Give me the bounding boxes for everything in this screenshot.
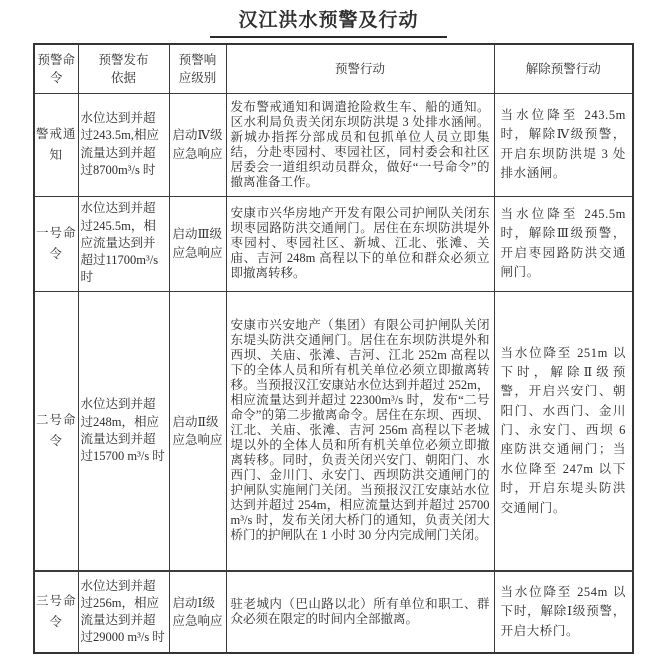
cell-action: 发布警戒通知和调遣抢险救生车、船的通知。区水利局负责关闭东坝防洪堤 3 处排水涵闸。新城办指挥分部成员和包抓单位人员立即集结，分赴枣园村、枣园社区，同村委会和社区居委会一道组织动员群众，做好“一号命令”的撤离准备工作。	[226, 93, 494, 196]
cell-command: 二号命令	[34, 291, 78, 571]
cell-command: 三号命令	[34, 571, 78, 653]
header-basis	[78, 44, 169, 93]
cell-lift: 当水位降至 243.5m 时，解除Ⅳ级预警，开启东坝防洪堤 3 处排水涵闸。	[494, 93, 633, 196]
cell-level: 启动Ⅰ级应急响应	[169, 571, 226, 653]
cell-basis: 水位达到并超过243.5m,相应流量达到并超过8700m³/s 时	[78, 93, 169, 196]
header-action-label: 预警行动	[334, 62, 385, 77]
cell-command: 一号命令	[34, 196, 78, 291]
cell-level: 启动Ⅳ级应急响应	[169, 93, 226, 196]
table-row-command-3	[34, 571, 633, 653]
cell-basis: 水位达到并超过245.5m，相应流量达到并超过11700m³/s 时	[78, 196, 169, 291]
cell-level: 启动Ⅱ级应急响应	[169, 291, 226, 571]
cell-level: 启动Ⅲ级应急响应	[169, 196, 226, 291]
header-level	[169, 44, 226, 93]
header-row	[34, 44, 633, 93]
cell-command: 警戒通知	[34, 93, 78, 196]
cell-lift: 当水位降至 245.5m 时，解除Ⅲ级预警，开启枣园路防洪交通闸门。	[494, 196, 633, 291]
header-command	[34, 44, 78, 93]
header-lift-label: 解除预警行动	[525, 62, 601, 77]
cell-action: 安康市兴华房地产开发有限公司护闸队关闭东坝枣园路防洪交通闸门。居住在东坝防洪堤外枣园村、枣园社区、新城、江北、张滩、关庙、吉河 248m 高程以下的单位和群众必须立即撤离转移。	[226, 196, 494, 291]
cell-basis: 水位达到并超过248m，相应流量达到并超过15700 m³/s 时	[78, 291, 169, 571]
page-title-text: 汉江洪水预警及行动	[210, 5, 446, 38]
table-row-command-1	[34, 196, 633, 291]
cell-action: 驻老城内（巴山路以北）所有单位和职工、群众必须在限定的时间内全部撤离。	[226, 571, 494, 653]
flood-warning-table	[33, 43, 634, 654]
cell-action: 安康市兴安地产（集团）有限公司护闸队关闭东堤头防洪交通闸门。居住在东坝防洪堤外和西坝、关庙、张滩、吉河、江北 252m 高程以下的全体人员和所有机关单位必须立即撤离转移。当预报汉江安康站水位达到并超过 252m，相应流量达到并超过 22300m³/s 时，发布“二号命令”的第二步撤离命令。居住在东坝、西坝、江北、关庙、张滩、吉河 256m 高程以下老城堤以外的全体人员和所有机关单位必须立即撤离转移。同时，负责关闭兴安门、朝阳门、水西门、金川门、永安门、西坝防洪交通闸门的护闸队实施闸门关闭。当预报汉江安康站水位达到并超过 254m，相应流量达到并超过 25700 m³/s 时，发布关闭大桥门的通知，负责关闭大桥门的护闸队在 1 小时 30 分内完成闸门关闭。	[226, 291, 494, 571]
table-row-alert-notice	[34, 93, 633, 196]
header-lift	[494, 44, 633, 93]
cell-lift: 当水位降至 254m 以下时，解除Ⅰ级预警，开启大桥门。	[494, 571, 633, 653]
header-basis-label: 预警发布依据	[98, 52, 149, 85]
table-row-command-2	[34, 291, 633, 571]
page-title	[0, 5, 657, 38]
header-command-label: 预警命令	[37, 52, 75, 85]
header-level-label: 预警响应级别	[178, 52, 217, 85]
header-action	[226, 44, 494, 93]
cell-lift: 当水位降至 251m 以下时，解除Ⅱ级预警，开启兴安门、朝阳门、水西门、金川门、永安门、西坝 6 座防洪交通闸门；当水位降至 247m 以下时，开启东堤头防洪交通闸门。	[494, 291, 633, 571]
cell-basis: 水位达到并超过256m，相应流量达到并超过29000 m³/s 时	[78, 571, 169, 653]
